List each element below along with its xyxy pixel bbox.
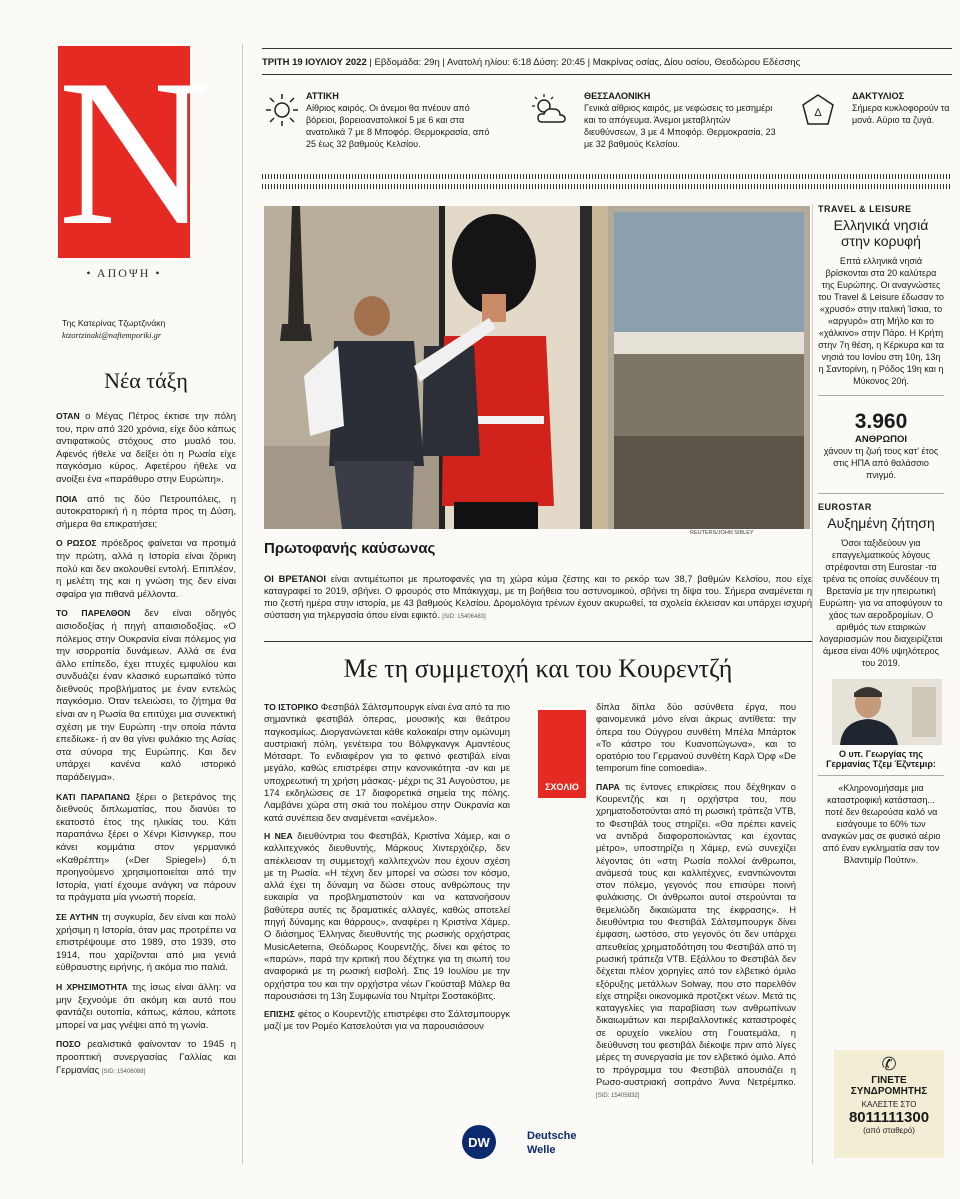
quote-text: «Κληρονομήσαμε μια καταστροφική κατάσταση... ποτέ δεν θεωρούσα καλό να εισάγουμε το 60% των αναγκών μας σε φυσικό αέριο από έναν εγκληματία σαν τον Βλαντιμίρ Πούτιν».: [821, 783, 941, 865]
paragraph-lead: Η ΝΕΑ: [264, 830, 293, 841]
paragraph-lead: ΟΤΑΝ: [56, 411, 80, 421]
article-column-1: [264, 701, 510, 1039]
sidebar-rule: [818, 395, 944, 396]
weather-thessaloniki: [584, 90, 784, 150]
paragraph: [56, 537, 236, 601]
subscribe-line2: ΣΥΝΔΡΟΜΗΤΗΣ: [850, 1086, 928, 1097]
quote-person: Ο υπ. Γεωργίας της Γερμανίας Τζεμ Έζντεμιρ:: [826, 749, 936, 769]
eurostar-body: Όσοι ταξιδεύουν για επαγγελματικούς λόγους στρέφονται στη Eurostar -τα τρένα τις οποίας συνδέουν τη Βρετανία με την ηπειρωτική Ευρώπη- για να αποφύγουν το χάος των αεροδρομίων. Ο αριθμός των εταιρικών λογαριασμών που διαχειρίζεται άμεσα είναι 40% υψηλότερος του 2019.: [819, 538, 943, 668]
paragraph-text: πρόεδρος φαίνεται να προτιμά την πρώτη, αλλά η Ιστορία είναι ζόρικη πολύ και δεν ακολουθεί εντολή. Επιπλέον, η μελέτη της και η γνώση της δεν είναι σφαίρα για πιθανά μέλλοντα.: [56, 538, 236, 600]
sidebar: [818, 204, 944, 866]
bell-icon: ✆: [881, 1054, 897, 1074]
dw-line2: Welle: [527, 1144, 556, 1156]
weather-city: ΔΑΚΤΥΛΙΟΣ: [852, 91, 905, 101]
travel-title: Ελληνικά νησιά στην κορυφή: [833, 217, 929, 249]
article-title: Με τη συμμετοχή και του Κουρεντζή: [343, 654, 733, 683]
photo-caption: [264, 573, 812, 623]
subscribe-phone[interactable]: 8011111300: [848, 1109, 930, 1126]
ring-road-icon: [800, 92, 836, 128]
article-column-2: [596, 701, 796, 1109]
stat-unit: ΑΝΘΡΩΠΟΙ: [855, 434, 907, 445]
caption-text: είναι αντιμέτωποι με πρωτοφανές για τη χώρα κύμα ζέστης και το ρεκόρ των 38,7 βαθμών Κελσίου, που είχε καταγραφεί το 2019, σβήνει. Ο φρουρός στο Μπάκιγχαμ, με τη βοήθεια του αστυνομικού, σβήνει τη δίψα του. Σήμερα αναμένεται η πιο ζεστή ημέρα στην ιστορία, με 43 βαθμούς Κελσίου. Δρομολόγια τρένων έχουν ακυρωθεί, τα σχολεία έκλεισαν και υπάρχει ισχυρή σύσταση για τηλεργασία όπου είναι εφικτό.: [264, 574, 812, 620]
paragraph: [264, 1008, 510, 1033]
deutsche-welle-logo: [461, 1124, 601, 1160]
stat-text: χάνουν τη ζωή τους κατ' έτος στις ΗΠΑ από θαλάσσιο πνιγμό.: [823, 446, 939, 480]
paragraph: [56, 911, 236, 975]
comment-label: ΣΧΟΛΙΟ: [545, 782, 579, 792]
paragraph: [56, 1038, 236, 1078]
paragraph-text: από τις δύο Πετρουπόλεις, η αυτοκρατορική ή η πόρτα προς τη Δύση, σήμερα θα επικρατήσει;: [56, 493, 236, 530]
paragraph-text: διευθύντρια του Φεστιβάλ, Κριστίνα Χάμερ, και ο καλλιτεχνικός διευθυντής, Μάρκους Χιντερχόιζερ, δεν απέκλεισαν τη συμμετοχή καλλιτεχνών που έχουν σχέση με τη Ρωσία. «Η τέχνη δεν μπορεί να σώσει τον κόσμο, αλλά έχει τη δύναμη να δώσει στους ανθρώπους την ευκαιρία να προβληματιστούν και να κατανοήσουν βαθύτερα αυτές τις δραματικές αλλαγές, καθώς αποτελεί πηγή δύναμης και θάρρους», αναφέρει η Κριστίνα Χάμερ. Ο διάσημος Έλληνας διευθυντής της ρωσικής ορχήστρας MusicAeterna, Θεόδωρος Κουρεντζής, δίνει και φέτος το «παρών», παρά την κριτική που δέχτηκε για τη σιωπή του αναφορικά με τη ρωσική εισβολή. Στις 19 Ιουλίου με την ορχήστρα του και την ορχήστρα νέων Γκούσταβ Μάλερ θα παρουσιάσει τη 13η Συμφωνία του Ντμίτρι Σοστακόβιτς.: [264, 829, 510, 1001]
portrait-photo: [832, 679, 942, 745]
paragraph: [596, 701, 796, 775]
paragraph-lead: ΣΕ ΑΥΤΗΝ: [56, 911, 99, 922]
header-rule: [262, 74, 952, 75]
paragraph-text: δίπλα δίπλα δύο ασύνθετα έργα, που φαινομενικά μόνο είναι άκρως αντίθετα: την όπερα του Ούγγρου συνθέτη Μπέλα Μπάρτοκ «Το κάστρο του Κυανοπώγωνα», και το ορατόριο του Γερμανού συνθέτη Καρλ Όρφ «De temporum fine comoedia».: [596, 701, 796, 774]
subscribe-line3: ΚΑΛΕΣΤΕ ΣΤΟ: [861, 1100, 917, 1109]
weather-text: Αίθριος καιρός. Οι άνεμοι θα πνέουν από βόρειοι, βορειοανατολικοί 5 με 6 και στα ανατολικά 7 με 8 Μποφόρ. Θερμοκρασία, από 25 έως 32 βαθμούς Κελσίου.: [306, 103, 490, 149]
caption-lead: ΟΙ ΒΡΕΤΑΝΟΙ: [264, 574, 326, 584]
newspaper-logo: [58, 37, 210, 290]
dotted-rule: [262, 184, 952, 189]
paragraph: [264, 701, 510, 824]
weather-text: Γενικά αίθριος καιρός, με νεφώσεις το μεσημέρι και το απόγευμα. Άνεμοι μεταβλητών διευθύνσεων, 3 με 4 Μποφόρ. Θερμοκρασία, 23 με 32 βαθμούς Κελσίου.: [584, 103, 776, 149]
story-id: [SID: 15406088]: [101, 1068, 146, 1075]
stat-number: 3.960: [854, 410, 908, 433]
week: Εβδομάδα: 29η: [374, 57, 440, 68]
paragraph-text: δεν είναι οδηγός αισιοδοξίας ή πηγή απαισιοδοξίας. «Ο πόλεμος στην Ουκρανία είναι πόλεμος για την ισορροπία δυνάμεων. Αλλά σε ένα άλλο επίπεδο, έχει πτυχές εμφυλίου και συνδυάζει έναν κλασικό ευρωπαϊκό τύπο διεθνούς προβλήματος με έναν εντελώς παγκόσμιο. Όταν τελειώσει, το ζήτημα θα είναι αν η Ρωσία θα επιτύχει μια συνεκτική σχέση με την Ευρώπη -την οποία πάντα επεδίωκε- ή αν θα γίνει φυλάκιο της Ασίας στα σύνορα της Ευρώπης. Και δεν υπάρχει κανένα καλό ιστορικό παράδειγμα».: [56, 608, 236, 784]
eurostar-title: Αυξημένη ζήτηση: [827, 515, 935, 531]
subscribe-note: (από σταθερό): [863, 1126, 915, 1135]
section-label: • ΑΠΟΨΗ •: [86, 266, 162, 280]
paragraph-text: τις έντονες επικρίσεις που δέχθηκαν ο Κουρεντζής και η ορχήστρα του, που χρηματοδοτούνται από τη ρωσική τράπεζα VTB, το Φεστιβάλ τους στηρίζει. «Θα πρέπει κανείς να αντιδρά διαφοροποιώντας και έχοντας μέτρο», υποστηρίζει η Χάμερ, ενώ συνεχίζει λέγοντας ότι «στη Ρωσία πολλοί άνθρωποι, ανάμεσά τους και καλλιτέχνες, εναντιώνονται στον πόλεμο, γεγονός που επισύρει ποινή φυλάκισης. Οι άνθρωποι αυτοί στερούνται τα θεμελιώδη δικαιώματα της έκφρασης». Η διευθύντρια του Φεστιβάλ Σάλτσμπουργκ δίνει έμφαση, ωστόσο, στο γεγονός ότι δεν υπάρχει απευθείας χρηματοδότηση του Φεστιβάλ από τη ρωσική τράπεζα VTB. Εξάλλου το Φεστιβάλ δεν δέχεται πλέον χορηγίες από τον ελβετικό όμιλο εξόρυξης μετάλλων Solway, που στο παρελθόν είχε στηρίξει οικονομικά προτζεκτ νέων. Μετά τις καταγγελίες για παραβίαση των ανθρωπίνων δικαιωμάτων και περιβαλλοντικές καταστροφές σε ορυχείο νικελίου στη Γουατεμάλα, η διεύθυνση του φεστιβάλ διέκοψε πριν από λίγες μέρες τη συνεργασία με τον ελβετικό όμιλο. Από το πρόγραμμα του Φεστιβάλ απουσιάζει η Ρωσο-αυστριακή σοπράνο Άννα Νετρέμπκο.: [596, 780, 796, 1087]
paragraph: [56, 493, 236, 532]
paragraph-lead: ΠΑΡΑ: [596, 781, 620, 792]
column-divider: [242, 44, 243, 1164]
opinion-title: Νέα τάξη: [104, 368, 188, 393]
paragraph: [56, 410, 236, 487]
paragraph-lead: ΤΟ ΠΑΡΕΛΘΟΝ: [56, 608, 131, 619]
sun-times: Ανατολή ηλίου: 6:18 Δύση: 20:45: [446, 57, 586, 68]
logo-letter: N: [58, 37, 210, 269]
dotted-rule: [262, 174, 952, 179]
sidebar-rule: [818, 775, 944, 776]
paragraph-lead: ΤΟ ΙΣΤΟΡΙΚΟ: [264, 702, 319, 712]
paragraph: [56, 981, 236, 1032]
weather-text: Σήμερα κυκλοφορούν τα μονά. Αύριο τα ζυγά.: [852, 103, 950, 125]
paragraph: [56, 607, 236, 784]
weather-city: ΘΕΣΣΑΛΟΝΙΚΗ: [584, 91, 651, 101]
dw-line1: Deutsche: [527, 1130, 577, 1142]
author-email: ktzortzinaki@naftemporiki.gr: [62, 331, 162, 340]
sun-icon: [264, 92, 300, 128]
comment-label-box: [538, 710, 586, 798]
travel-kicker: TRAVEL & LEISURE: [818, 204, 912, 214]
paragraph-text: της ίσως είναι άλλη: να μην ξεχνούμε ότι ακόμη και αυτό που φαντάζει ουτοπία, κάπως, κάπου, κάποτε μπορεί να μας γνέψει από τη γωνία.: [56, 981, 236, 1031]
paragraph-text: φέτος ο Κουρεντζής επιστρέφει στο Σάλτσμπουργκ μαζί με τον Ρομέο Κατσελούτσι για να παρουσιάσουν: [264, 1008, 510, 1032]
paragraph-lead: Η ΧΡΗΣΙΜΟΤΗΤΑ: [56, 981, 128, 992]
story-id: [SID: 15405832]: [596, 1093, 640, 1100]
paragraph-text: ξέρει ο βετεράνος της διεθνούς διπλωματίας, που διανύει το εκατοστό έτος της ηλικίας του. Κάτι παραπάνω ξέρει ο Χένρι Κίσινγκερ, που κάνει κομμάτια στον γερμανικό «Καθρέπτη» («Der Spiegel») ό,τι προηγούμενο χρησιμοποιείται από την Ιστορία, γιατί έχουμε ανάγκη να πάρουν τα πράγματα μία γνωστή πορεία.: [56, 791, 236, 904]
weather-attica: [306, 90, 496, 150]
date: ΤΡΙΤΗ 19 ΙΟΥΛΙΟΥ 2022: [262, 57, 367, 68]
subscribe-box[interactable]: [834, 1050, 944, 1158]
header-rule: [262, 48, 952, 49]
paragraph-text: ο Μέγας Πέτρος έκτισε την πόλη του, πριν από 320 χρόνια, είχε δύο κάπως αντιφατικούς στόχους στο μυαλό του. Αφενός ήθελε να δείξει ότι η Ρωσία είχε παγκόσμιο κύρος. Αφετέρου ήθελε να ανοίξει ένα «παράθυρο στην Ευρώπη».: [56, 411, 236, 485]
paragraph: [264, 830, 510, 1002]
paragraph-text: Φεστιβάλ Σάλτσμπουργκ είναι ένα από τα πιο σημαντικά φεστιβάλ όπερας, μουσικής και θεάτρου παγκοσμίως. Διοργανώνεται κάθε καλοκαίρι στην ομώνυμη αυστριακή πόλη, γενέτειρα του Βόλφγκανγκ Αμαντέους Μότσαρτ. Το ενδιαφέρον για το φετινό φεστιβάλ είναι μεγάλο, καθώς επιστρέφει στην κανονικότητα -αν και με υποχρεωτική τη χρήση μάσκας- μέχρι τις 31 Αυγούστου, με 174 εκδηλώσεις σε 17 διαφορετικά σημεία της πόλης. Λαμβάνει χώρα στη σκιά του πολέμου στην Ουκρανία και κατά συνέπεια δεν αναμένεται «ανέμελο».: [264, 701, 510, 823]
dw-mark: DW: [468, 1135, 490, 1150]
paragraph: [56, 791, 236, 905]
svg-text:Δ: Δ: [814, 107, 822, 119]
date-bar: ΤΡΙΤΗ 19 ΙΟΥΛΙΟΥ 2022 | Εβδομάδα: 29η | Ανατολή ηλίου: 6:18 Δύση: 20:45 | Μακρίνας οσίας, Δίου οσίου, Θεοδώρου Εδέσσης: [262, 57, 801, 68]
caption-sid: [SID: 15406483]: [442, 614, 486, 620]
paragraph: [596, 781, 796, 1103]
paragraph-text: τη συγκυρία, δεν είναι και πολύ χρήσιμη η Ιστορία, όταν μας προτρέπει να επιστρέψουμε στο 1989, στο 1939, στο 1914, που χαρίζονται από μια γενιά εύθραυστης ειρήνης, ή ακόμα πιο παλιά.: [56, 911, 236, 974]
heatwave-photo: [264, 206, 810, 529]
sidebar-rule: [818, 493, 944, 494]
eurostar-kicker: EUROSTAR: [818, 502, 872, 512]
paragraph-lead: Ο ΡΩΣΟΣ: [56, 538, 97, 549]
guard-illustration: [264, 206, 810, 529]
paragraph-lead: ΠΟΣΟ: [56, 1039, 81, 1050]
dw-icon: [461, 1124, 601, 1160]
author: Της Κατερίνας Τζωρτζινάκη: [62, 318, 166, 328]
opinion-column: [56, 318, 236, 1084]
paragraph-text: ρεαλιστικά φαίνονταν το 1945 η προοπτική συνεργασίας Γαλλίας και Γερμανίας: [56, 1039, 236, 1076]
paragraph-lead: ΚΑΤΙ ΠΑΡΑΠΑΝΩ: [56, 791, 130, 802]
travel-body: Επτά ελληνικά νησιά βρίσκονται στα 20 καλύτερα της Ευρώπης. Οι αναγνώστες του Travel & Leisure έδωσαν το «χρυσό» στην ιταλική Ίσκια, το «αργυρό» στη Μήλο και το «χάλκινο» στην Πάρο. Η Κρήτη στην 7η θέση, η Κέρκυρα και τα νησιά του Ιονίου στη 10η, 13η η Σαντορίνη, η Ρόδος 19η και η Μύκονος 20ή.: [818, 256, 944, 386]
photo-title: Πρωτοφανής καύσωνας: [264, 540, 436, 557]
photo-credit: REUTERS/JOHN SIBLEY: [690, 530, 754, 536]
paragraph-lead: ΕΠΙΣΗΣ: [264, 1009, 295, 1020]
paragraph-lead: ΠΟΙΑ: [56, 493, 78, 504]
weather-ring: [852, 90, 952, 126]
column-divider: [812, 204, 813, 1164]
weather-city: ΑΤΤΙΚΗ: [306, 91, 339, 101]
opinion-body: [56, 410, 236, 1078]
sun-cloud-icon: [530, 92, 570, 128]
saints: Μακρίνας οσίας, Δίου οσίου, Θεοδώρου Εδέσσης: [592, 57, 801, 68]
subscribe-line1: ΓΙΝΕΤΕ: [871, 1075, 907, 1086]
section-rule: [264, 641, 812, 642]
